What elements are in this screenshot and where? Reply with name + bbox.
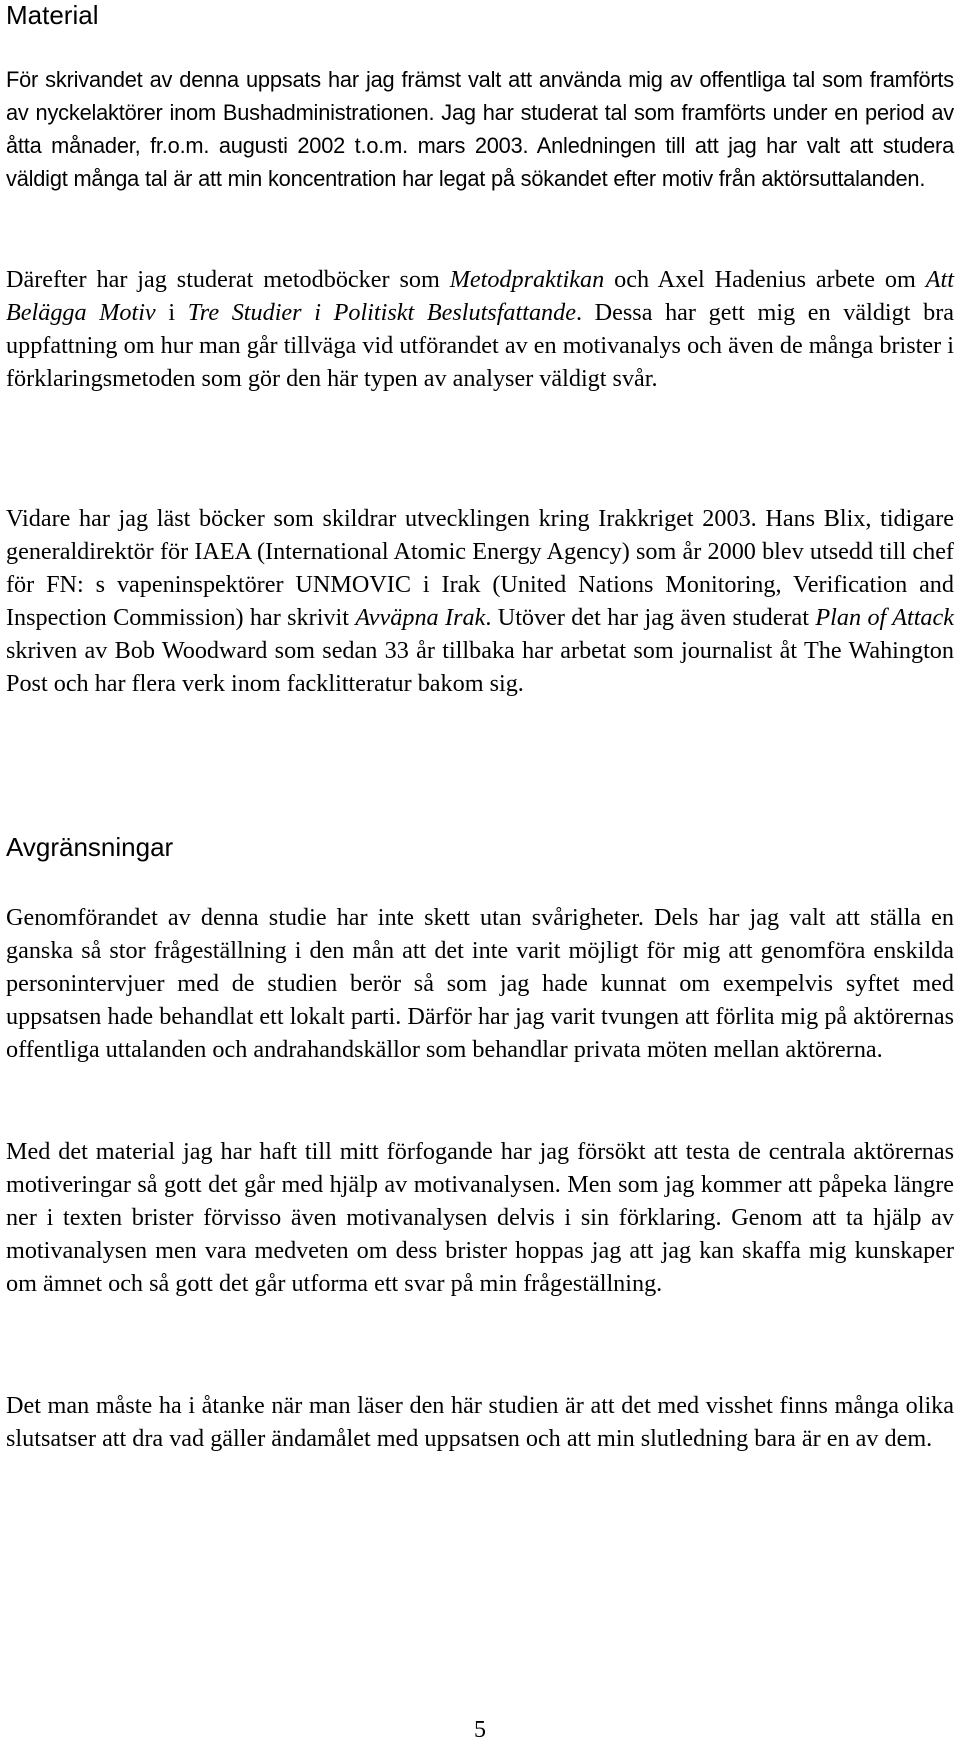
book-title-metodpraktikan: Metodpraktikan xyxy=(449,266,605,293)
text-run: Vidare har jag läst böcker som skildrar utvecklingen kring Irakkriget 2003. Hans Blix, tidigare generaldirektör för IAEA (International Atomic Energy Agency) som år 2000 blev utsedd till chef för FN: s vapeninspektörer UNMOVIC i Irak (United Nations Monitoring, Verification and Inspection Commission) har skrivit xyxy=(6,505,954,631)
section-heading-material: Material xyxy=(6,0,99,30)
document-page xyxy=(6,0,958,1758)
book-title-plan-of-attack: Plan of Attack xyxy=(815,604,954,631)
book-title-avvapna-irak: Avväpna Irak xyxy=(355,604,486,631)
paragraph-avgransningar-2: Med det material jag har haft till mitt förfogande har jag försökt att testa de centrala aktörernas motiveringar så gott det går med hjälp av motivanalysen. Men som jag kommer att påpeka längre ner i texten brister förvisso även motivanalysen delvis i sin förklaring. Genom att ta hjälp av motivanalysen men vara medveten om dess brister hoppas jag att jag kan skaffa mig kunskaper om ämnet och så gott det går utforma ett svar på min frågeställning. xyxy=(6,1138,954,1297)
text-run: skriven av Bob Woodward som sedan 33 år tillbaka har arbetat som journalist åt The Wahington Post och har flera verk inom facklitteratur bakom sig. xyxy=(6,637,954,697)
book-title-tre-studier: Tre Studier i Politiskt Beslutsfattande xyxy=(187,299,576,326)
paragraph-material-2 xyxy=(6,263,954,395)
paragraph-avgransningar-3: Det man måste ha i åtanke när man läser den här studien är att det med visshet finns många olika slutsatser att dra vad gäller ändamålet med uppsatsen och att min slutledning bara är en av dem. xyxy=(6,1392,954,1452)
text-run: Därefter har jag studerat metodböcker som xyxy=(6,266,450,293)
paragraph-avgransningar-1: Genomförandet av denna studie har inte skett utan svårigheter. Dels har jag valt att ställa en ganska så stor frågeställning i den mån att det inte varit möjligt för mig att genomföra enskilda personintervjuer med de studien berör så som jag hade kunnat om exempelvis syftet med uppsatsen hade behandlat ett lokalt parti. Därför har jag varit tvungen att förlita mig på aktörernas offentliga uttalanden och andrahandskällor som behandlar privata möten mellan aktörerna. xyxy=(6,904,954,1063)
text-run: . Utöver det har jag även studerat xyxy=(485,604,816,631)
text-run: i xyxy=(155,299,188,326)
section-heading-avgransningar: Avgränsningar xyxy=(6,832,174,862)
paragraph-material-1: För skrivandet av denna uppsats har jag främst valt att använda mig av offentliga tal som framförts av nyckelaktörer inom Bushadministrationen. Jag har studerat tal som framförts under en period av åtta månader, fr.o.m. augusti 2002 t.o.m. mars 2003. Anledningen till att jag har valt att studera väldigt många tal är att min koncentration har legat på sökandet efter motiv från aktörsuttalanden. xyxy=(6,67,954,191)
page-number: 5 xyxy=(474,1717,486,1743)
text-run: . Dessa har gett mig en väldigt bra uppfattning om hur man går tillväga vid utförandet av en motivanalys och även de många brister i förklaringsmetoden som gör den här typen av analyser väldigt svår. xyxy=(6,299,954,392)
paragraph-material-3 xyxy=(6,502,954,700)
text-run: och Axel Hadenius arbete om xyxy=(604,266,926,293)
work-title-att-belagga-motiv: Att Belägga Motiv xyxy=(6,266,954,326)
